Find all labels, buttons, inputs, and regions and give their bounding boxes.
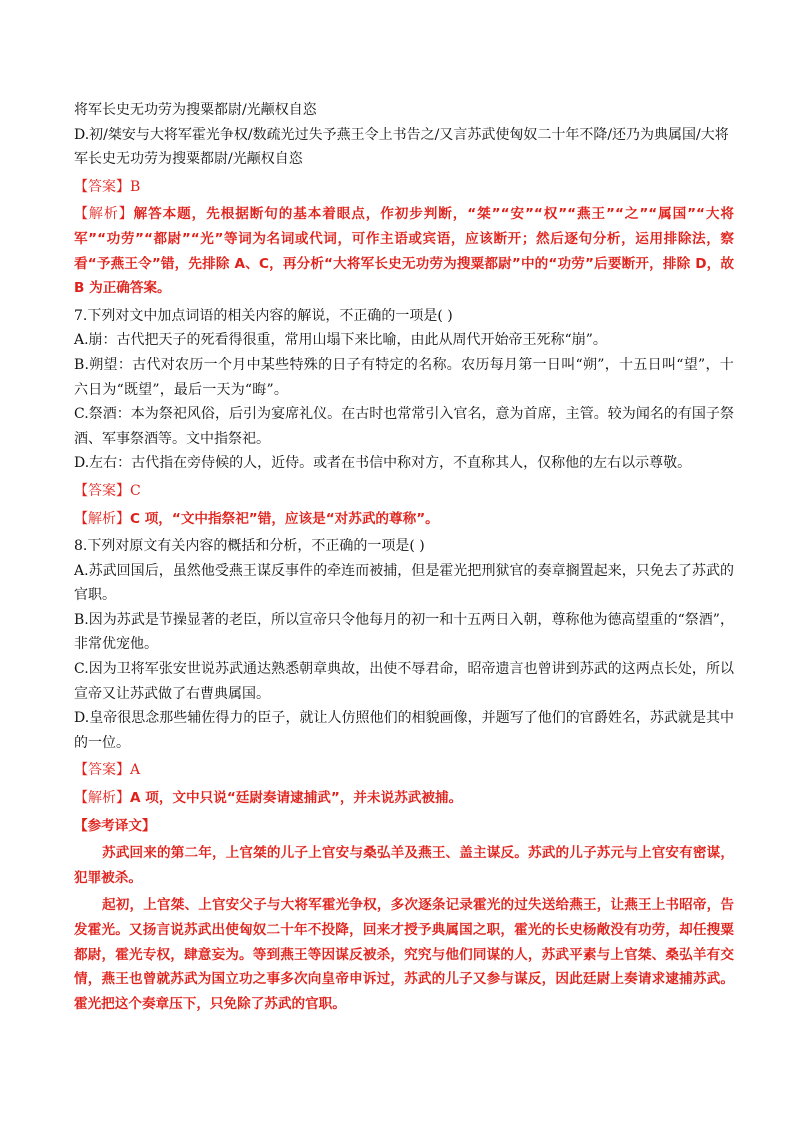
q8-option-c: C.因为卫将军张安世说苏武通达熟悉朝章典故，出使不辱君命，昭帝遗言也曾讲到苏武的这两点长处，所以宣帝又让苏武做了右曹典属国。 [74, 661, 734, 702]
analysis-text: A 项，文中只说“廷尉奏请逮捕武”，并未说苏武被捕。 [130, 790, 463, 807]
translation-paragraph-2: 起初，上官桀、上官安父子与大将军霍光争权，多次逐条记录霍光的过失送给燕王，让燕王上书昭帝，告发霍光。又扬言说苏武出使匈奴二十年不投降，回来才授予典属国之职，霍光的长史杨敞没有功劳，却任搜粟都尉，霍光专权，肆意妄为。等到燕王等因谋反被杀，究究与他们同谋的人，苏武平素与上官桀、桑弘羊有交情，燕王也曾就苏武为国立功之事多次向皇帝申诉过，苏武的儿子又参与谋反，因此廷尉上奏请求逮捕苏武。霍光把这个奏章压下，只免除了苏武的官职。 [74, 897, 734, 1012]
q7-option-c: C.祭酒：本为祭祀风俗，后引为宴席礼仪。在古时也常常引入官名，意为首席，主管。较为闻名的有国子祭酒、军事祭酒等。文中指祭祀。 [74, 406, 734, 447]
answer-tag: 【答案】 [74, 482, 130, 499]
q8-option-d: D.皇帝很思念那些辅佐得力的臣子，就让人仿照他们的相貌画像，并题写了他们的官爵姓名，苏武就是其中的一位。 [74, 710, 734, 751]
q8-analysis [74, 786, 734, 811]
q6-analysis [74, 202, 734, 300]
q7-analysis [74, 507, 734, 532]
q7-answer [74, 479, 734, 504]
q7-option-a: A.崩：古代把天子的死看得很重，常用山塌下来比喻，由此从周代开始帝王死称“崩”。 [74, 332, 607, 349]
translation-heading: 【参考译文】 [74, 817, 156, 834]
analysis-tag: 【解析】 [74, 206, 134, 223]
analysis-tag: 【解析】 [74, 790, 130, 807]
analysis-text: 解答本题，先根据断句的基本着眼点，作初步判断，“桀”“安”“权”“燕王”“之”“属国”“大将军”“功劳”“都尉”“光”等词为名词或代词，可作主语或宾语，应该断开；然后逐句分析，运用排除法，察看“予燕王令”错，先排除 A、C，再分析“大将军长史无功劳为搜粟都尉”中的“功劳”后要断开，排除 D，故 B 为正确答案。 [74, 206, 734, 297]
answer-value: C [130, 482, 141, 499]
option-c-continuation: 将军长史无功劳为搜粟都尉/光颟权自恣 [74, 102, 317, 118]
answer-value: A [130, 762, 141, 779]
answer-tag: 【答案】 [74, 762, 130, 779]
answer-tag: 【答案】 [74, 178, 130, 195]
q7-option-b: B.朔望：古代对农历一个月中某些特殊的日子有特定的名称。农历每月第一日叫“朔”，十五日叫“望”，十六日为“既望”，最后一天为“晦”。 [74, 356, 734, 398]
document-body [74, 98, 734, 1016]
q7-stem: 7.下列对文中加点词语的相关内容的解说，不正确的一项是( ) [74, 307, 453, 324]
q8-option-b: B.因为苏武是节操显著的老臣，所以宣帝只令他每月的初一和十五两日入朝，尊称他为德高望重的“祭酒”，非常优宠他。 [74, 611, 734, 653]
analysis-tag: 【解析】 [74, 510, 130, 527]
q6-answer [74, 175, 734, 200]
option-d-line-1: D.初/桀安与大将军霍光争权/数疏光过失予燕王令上书告之/又言苏武使匈奴二十年不降/还乃为典属国/大将 [74, 126, 729, 143]
q7-option-d: D.左右：古代指在旁侍候的人，近侍。或者在书信中称对方，不直称其人，仅称他的左右以示尊敬。 [74, 455, 692, 472]
answer-value: B [130, 178, 141, 195]
translation-paragraph-1: 苏武回来的第二年，上官桀的儿子上官安与桑弘羊及燕王、盖主谋反。苏武的儿子苏元与上官安有密谋，犯罪被杀。 [74, 845, 734, 886]
q8-option-a: A.苏武回国后，虽然他受燕王谋反事件的牵连而被捕，但是霍光把刑狱官的奏章搁置起来，只免去了苏武的官职。 [74, 562, 734, 604]
option-d-line-2: 军长史无功劳为搜粟都尉/光颟权自恣 [74, 151, 303, 168]
q8-answer [74, 758, 734, 783]
analysis-text: C 项，“文中指祭祀”错，应该是“对苏武的尊称”。 [130, 510, 439, 527]
q8-stem: 8.下列对原文有关内容的概括和分析，不正确的一项是( ) [74, 538, 425, 555]
